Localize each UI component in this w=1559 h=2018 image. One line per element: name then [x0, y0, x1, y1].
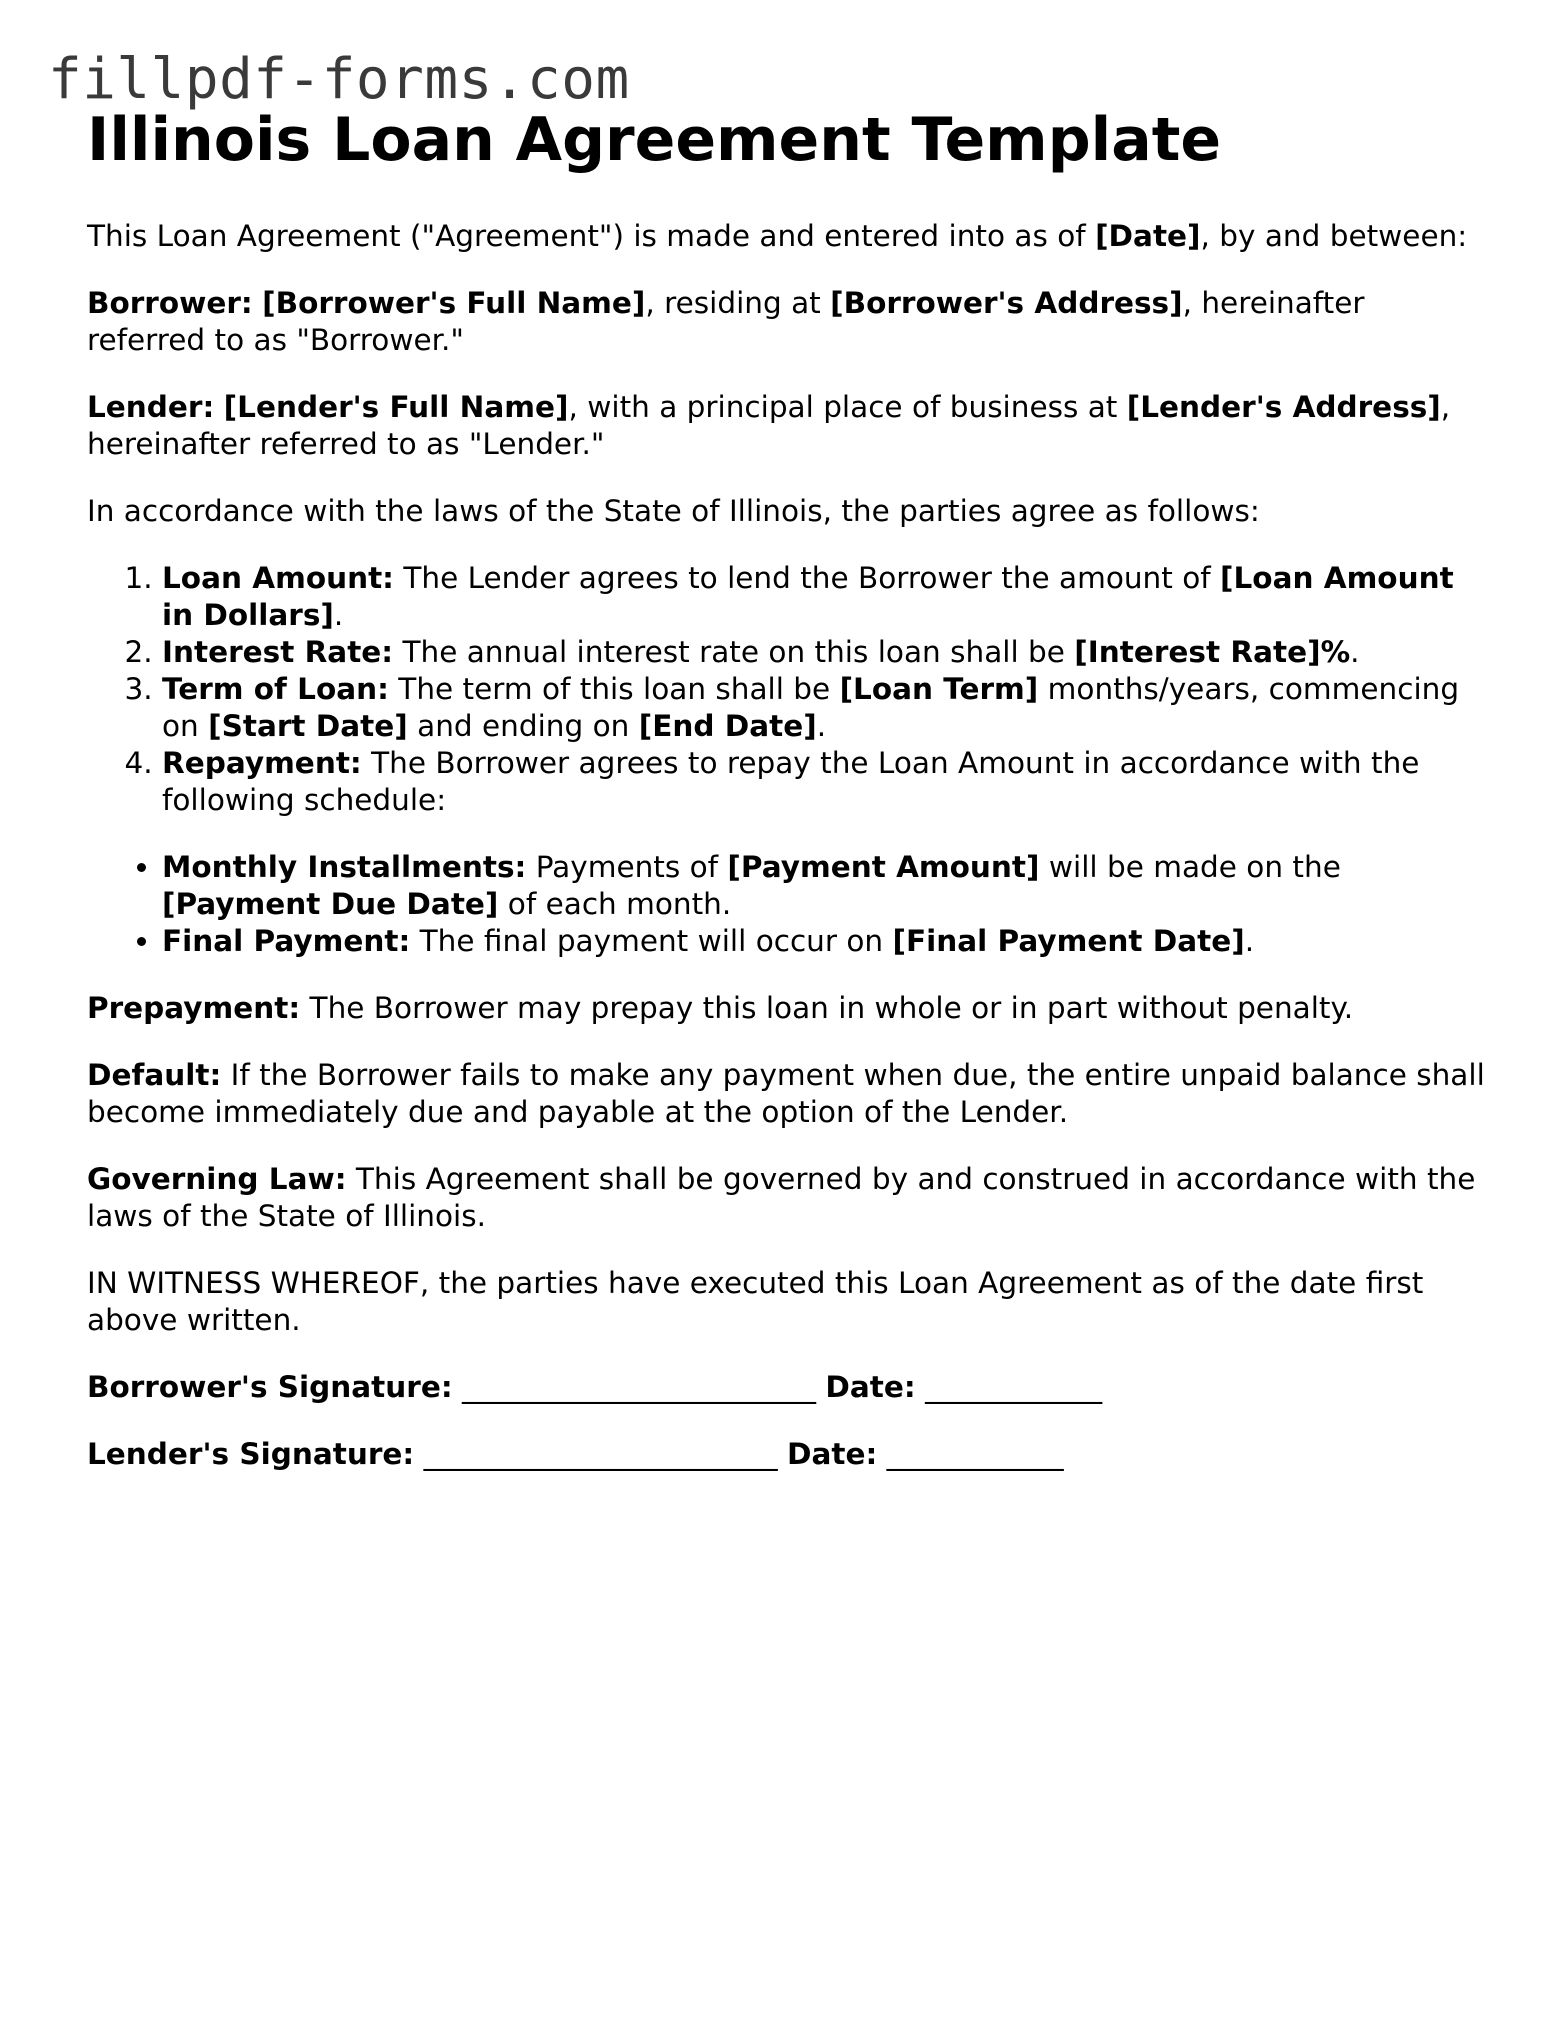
- witness-paragraph: IN WITNESS WHEREOF, the parties have executed this Loan Agreement as of the date first above written.: [87, 1266, 1424, 1337]
- term-loan-amount: [162, 560, 1487, 634]
- interest-rate-label: Interest Rate:: [162, 635, 394, 669]
- payment-amount-placeholder: [Payment Amount]: [727, 850, 1040, 884]
- borrower-signature-label: Borrower's Signature:: [87, 1370, 453, 1404]
- start-date-placeholder: [Start Date]: [208, 709, 408, 743]
- schedule-final-payment: [162, 923, 1487, 960]
- loan-amount-label: Loan Amount:: [162, 561, 394, 595]
- prepayment-label: Prepayment:: [87, 991, 301, 1025]
- lender-date-field[interactable]: ____________: [886, 1437, 1064, 1471]
- intro-text-after: , by and between:: [1200, 219, 1468, 253]
- term-of-loan-label: Term of Loan:: [162, 672, 389, 706]
- term-of-loan-text3: and ending on: [407, 709, 639, 743]
- prepayment-paragraph: [87, 990, 1487, 1027]
- repayment-text: The Borrower agrees to repay the Loan Amount in accordance with the following schedule:: [162, 746, 1420, 817]
- interest-rate-end: .: [1350, 635, 1360, 669]
- lender-address-placeholder: [Lender's Address]: [1126, 390, 1441, 424]
- lender-signature-label: Lender's Signature:: [87, 1437, 415, 1471]
- term-term-of-loan: [162, 671, 1487, 745]
- term-of-loan-text2: months/years, commencing on: [162, 672, 1460, 743]
- monthly-text1: Payments of: [526, 850, 728, 884]
- prepayment-text: The Borrower may prepay this loan in whole or in part without penalty.: [300, 991, 1354, 1025]
- loan-amount-text: The Lender agrees to lend the Borrower the amount of: [393, 561, 1221, 595]
- final-payment-end: .: [1244, 924, 1255, 958]
- document-page: [87, 100, 1487, 1503]
- accordance-paragraph: In accordance with the laws of the State of Illinois, the parties agree as follows:: [87, 494, 1260, 528]
- borrower-label: Borrower:: [87, 286, 253, 320]
- default-label: Default:: [87, 1058, 222, 1092]
- lender-signature-field[interactable]: ________________________: [423, 1437, 778, 1471]
- borrower-name-placeholder: [Borrower's Full Name]: [262, 286, 646, 320]
- lender-date-label: Date:: [786, 1437, 878, 1471]
- terms-list: [87, 560, 1487, 819]
- lender-label: Lender:: [87, 390, 215, 424]
- end-date-placeholder: [End Date]: [638, 709, 817, 743]
- borrower-after-text: , hereinafter referred to as "Borrower.": [87, 286, 1365, 357]
- term-interest-rate: [162, 634, 1487, 671]
- lender-signature-line: [87, 1436, 1487, 1473]
- term-of-loan-text1: The term of this loan shall be: [388, 672, 840, 706]
- term-of-loan-end: .: [816, 709, 827, 743]
- monthly-installments-label: Monthly Installments:: [162, 850, 527, 884]
- schedule-list: [87, 849, 1487, 960]
- borrower-signature-field[interactable]: ________________________: [462, 1370, 817, 1404]
- watermark: fillpdf-forms.com: [48, 47, 630, 112]
- document-title: Illinois Loan Agreement Template: [87, 105, 1222, 175]
- default-paragraph: [87, 1057, 1487, 1131]
- borrower-date-field[interactable]: ____________: [925, 1370, 1103, 1404]
- lender-name-placeholder: [Lender's Full Name]: [223, 390, 569, 424]
- term-repayment: [162, 745, 1487, 819]
- final-payment-text: The final payment will occur on: [410, 924, 893, 958]
- interest-rate-text: The annual interest rate on this loan shall be: [393, 635, 1075, 669]
- intro-paragraph: [87, 218, 1487, 255]
- schedule-monthly-installments: [162, 849, 1487, 923]
- borrower-signature-line: [87, 1369, 1487, 1406]
- loan-term-placeholder: [Loan Term]: [839, 672, 1039, 706]
- governing-law-label: Governing Law:: [87, 1162, 347, 1196]
- borrower-date-label: Date:: [825, 1370, 916, 1404]
- final-payment-date-placeholder: [Final Payment Date]: [892, 924, 1245, 958]
- payment-due-date-placeholder: [Payment Due Date]: [162, 887, 499, 921]
- governing-law-text: This Agreement shall be governed by and construed in accordance with the laws of the State of Illinois.: [87, 1162, 1476, 1233]
- borrower-address-placeholder: [Borrower's Address]: [830, 286, 1183, 320]
- date-placeholder: [Date]: [1095, 219, 1201, 253]
- loan-amount-end: .: [333, 598, 344, 632]
- governing-law-paragraph: [87, 1161, 1487, 1235]
- borrower-paragraph: [87, 285, 1487, 359]
- repayment-label: Repayment:: [162, 746, 362, 780]
- loan-amount-placeholder: [Loan Amount in Dollars]: [162, 561, 1454, 632]
- monthly-text2: will be made on the: [1039, 850, 1341, 884]
- monthly-text3: of each month.: [498, 887, 732, 921]
- lender-business-text: , with a principal place of business at: [568, 390, 1127, 424]
- lender-paragraph: [87, 389, 1487, 463]
- borrower-residing-text: , residing at: [645, 286, 831, 320]
- interest-rate-placeholder: [Interest Rate]%: [1074, 635, 1351, 669]
- intro-text-before: This Loan Agreement ("Agreement") is made and entered into as of: [87, 219, 1096, 253]
- final-payment-label: Final Payment:: [162, 924, 411, 958]
- lender-after-text: , hereinafter referred to as "Lender.": [87, 390, 1451, 461]
- default-text: If the Borrower fails to make any payment when due, the entire unpaid balance shall become immediately due and payable at the option of the Lender.: [87, 1058, 1485, 1129]
